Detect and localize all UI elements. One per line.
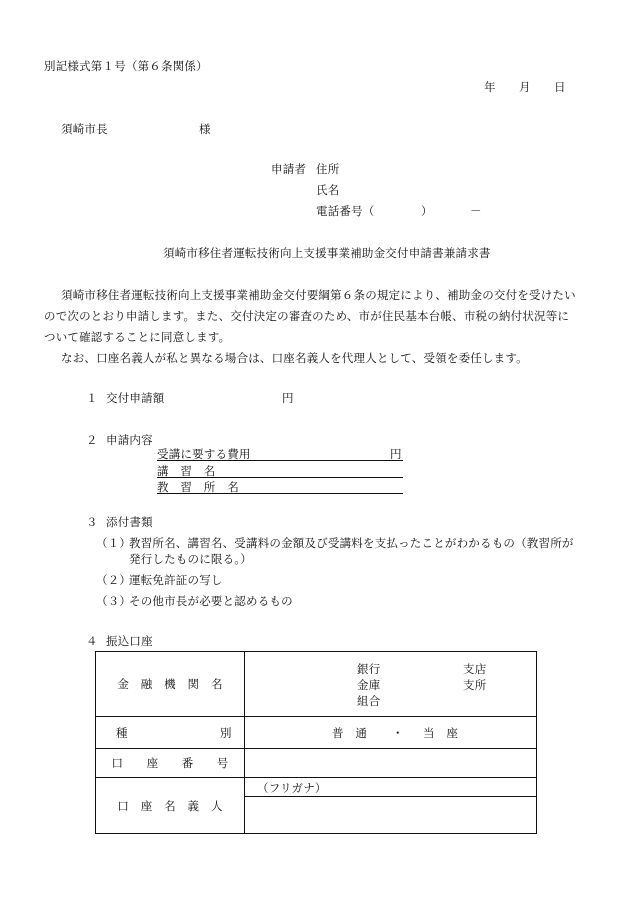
course-name-label: 講 習 名	[157, 464, 216, 478]
section1-number: １	[86, 391, 98, 405]
account-holder-value-cell	[245, 778, 537, 834]
applicant-label: 申請者	[271, 162, 307, 176]
account-type-separator: ・	[392, 726, 404, 740]
body-line-1: 須崎市移住者運転技術向上支援事業補助金交付要綱第６条の規定により、補助金の交付を受けたい	[61, 288, 576, 302]
body-line-2: ので次のとおり申請します。また、交付決定の審査のため、市が住民基本台帳、市税の納付状況等に	[44, 309, 570, 323]
institution-label-cell	[96, 652, 245, 717]
account-number-label-cell	[96, 749, 245, 778]
date-day-label: 日	[554, 80, 566, 94]
office-label: 支所	[463, 678, 487, 692]
account-type-current[interactable]: 当 座	[423, 726, 459, 740]
account-number-label: 口 座 番 号	[111, 756, 229, 770]
attachment-2-number: （２）	[96, 573, 132, 587]
account-number-field[interactable]	[245, 749, 537, 778]
account-type-ordinary[interactable]: 普 通	[332, 726, 368, 740]
account-holder-label: 口 座 名 義 人	[117, 798, 223, 813]
section4-label: 振込口座	[106, 634, 153, 648]
section2-label: 申請内容	[106, 433, 153, 447]
attachment-1-line-2: 発行したものに限る。）	[129, 552, 252, 566]
furigana-field[interactable]	[245, 778, 536, 797]
branch-label: 支店	[463, 662, 487, 676]
account-holder-name-field[interactable]	[245, 797, 536, 833]
body-line-4: なお、口座名義人が私と異なる場合は、口座名義人を代理人として、受領を委任します。	[61, 351, 528, 365]
applicant-phone-label: 電話番号（	[316, 204, 375, 218]
institution-label: 金 融 機 関 名	[117, 677, 223, 691]
form-number: 別記様式第１号（第６条関係）	[44, 59, 208, 73]
attachment-3-text: その他市長が必要と認めるもの	[129, 594, 293, 608]
attachment-1-line-1: 教習所名、講習名、受講料の金額及び受講料を支払ったことがわかるもの（教習所が	[129, 536, 574, 550]
attachment-1-number: （１）	[96, 536, 132, 550]
section3-label: 添付書類	[106, 515, 153, 529]
section4-number: ４	[86, 634, 98, 648]
document-title: 須崎市移住者運転技術向上支援事業補助金交付申請書兼請求書	[163, 246, 491, 260]
account-type-value-cell[interactable]	[245, 717, 537, 749]
fee-unit: 円	[390, 447, 402, 461]
addressee-honorific: 様	[199, 122, 211, 136]
attachment-3-number: （３）	[96, 594, 132, 608]
school-name-label: 教 習 所 名	[157, 480, 239, 494]
account-holder-row	[96, 778, 537, 834]
institution-value-cell[interactable]	[245, 652, 537, 717]
bank-label: 銀行	[357, 662, 381, 676]
section1-label: 交付申請額	[106, 391, 165, 405]
course-name-row	[157, 463, 403, 478]
date-month-label: 月	[519, 80, 531, 94]
section1-unit: 円	[282, 391, 294, 405]
shinkin-label: 金庫	[357, 678, 381, 692]
account-number-row	[96, 749, 537, 778]
applicant-phone-dash: －	[470, 204, 482, 218]
applicant-address-label: 住所	[316, 162, 340, 176]
fee-label: 受講に要する費用	[157, 447, 251, 461]
body-line-3: ついて確認することに同意します。	[44, 330, 231, 344]
kumiai-label: 組合	[357, 694, 381, 708]
section2-number: ２	[86, 433, 98, 447]
institution-row	[96, 652, 537, 717]
school-name-row	[157, 479, 403, 494]
account-type-label-cell	[96, 717, 245, 749]
account-holder-label-cell	[96, 778, 245, 834]
account-type-label-1: 種	[116, 726, 128, 740]
fee-row	[157, 446, 403, 461]
applicant-phone-close: ）	[421, 204, 433, 218]
addressee-name: 須崎市長	[61, 122, 108, 136]
date-year-label: 年	[484, 80, 496, 94]
section3-number: ３	[86, 515, 98, 529]
account-type-label-2: 別	[220, 726, 232, 740]
applicant-name-label: 氏名	[316, 183, 340, 197]
account-type-row	[96, 717, 537, 749]
furigana-label: （フリガナ）	[257, 781, 327, 795]
bank-account-table	[95, 651, 537, 834]
attachment-2-text: 運転免許証の写し	[129, 573, 223, 587]
